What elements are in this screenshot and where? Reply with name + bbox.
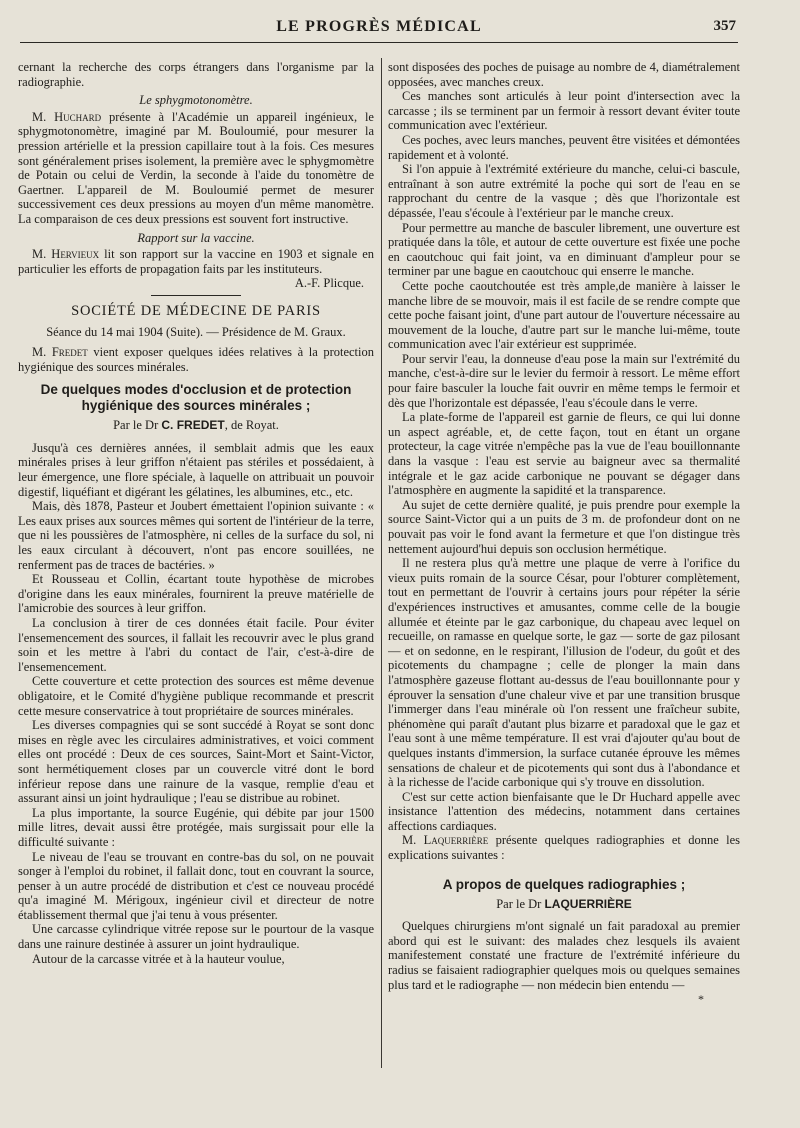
society-title: SOCIÉTÉ DE MÉDECINE DE PARIS	[71, 302, 321, 319]
signature: A.-F. Plicque.	[294, 276, 364, 291]
journal-title: LE PROGRÈS MÉDICAL	[276, 18, 482, 35]
body-paragraph: Pour permettre au manche de basculer librement, une ouverture est pratiquée dans la tôle, et autour de cette ouverture est fixée une poche en caoutchouc qui fait joint, va en diminuant d'ampleur pour se terminer par une bague en caoutchouc qui enserre le manche.	[388, 220, 740, 279]
article2-title: A propos de quelques radiographies ;	[442, 876, 686, 892]
sphygmo-author: M. Huchard	[32, 109, 102, 124]
byline2-name: LAQUERRIÈRE	[544, 896, 632, 911]
body-paragraph: Pour servir l'eau, la donneuse d'eau pose la main sur l'extrémité du manche, c'est-à-dire sur le levier du fermoir à ressort. Le même effort pour faire basculer la louche fait ouvrir en même temps le fermoir et dès que l'horizontale est dépassée, l'eau s'écoule dans le verre.	[388, 351, 740, 410]
page-header	[20, 16, 738, 43]
intro-paragraph: cernant la recherche des corps étrangers dans l'organisme par la radiographie.	[18, 60, 374, 89]
fredet-intro-text: vient exposer quelques idées relatives à la protection hygiénique des sources minérales.	[18, 345, 374, 374]
body-paragraph: La plate-forme de l'appareil est garnie de fleurs, ce qui lui donne un aspect agréable, et, de cette façon, tout en étant un organe protecteur, la cage vitrée n'empêche pas la vue de l'eau bouillonnante dans la vasque : l'eau est servie au baigneur avec sa thermalité intégrale et le gaz acide carbonique ne pouvant se dégager dans l'atmosphère en augmente la sapidité et la transparence.	[388, 410, 740, 498]
spacer	[388, 863, 740, 869]
body-paragraph: Mais, dès 1878, Pasteur et Joubert émettaient l'opinion suivante : « Les eaux prises aux sources mêmes qui sortent de l'intérieur de la terre, que ni les poussières de l'atmosphère, ni celles de la surface du sol, ni les eaux circulant à découvert, n'ont pas encore souillées, ne renferment pas de traces de bactéries. »	[18, 499, 374, 572]
body-paragraph: Autour de la carcasse vitrée et à la hauteur voulue,	[32, 951, 285, 966]
footer-mark: *	[698, 992, 704, 1007]
fredet-author: M. Fredet	[32, 345, 88, 360]
body-paragraph: Jusqu'à ces dernières années, il semblait admis que les eaux minérales prises à leur griffon n'étaient pas stériles et possédaient, à leur émergence, une flore spéciale, à laquelle on attribuait un pouvoir digestif, liquéfiant et digérant les gélatines, les albumines, etc., etc.	[18, 440, 374, 499]
body-paragraph: sont disposées des poches de puisage au nombre de 4, diamétralement opposées, avec manches creux.	[388, 60, 740, 89]
section-rule	[151, 295, 241, 296]
article2-byline	[388, 897, 740, 912]
body-paragraph: Une carcasse cylindrique vitrée repose sur le pourtour de la vasque dans une rainure destinée à assurer un joint hydraulique.	[18, 922, 374, 952]
body-paragraph: Il ne restera plus qu'à mettre une plaque de verre à l'orifice du vieux puits romain de la source César, pour l'obturer complètement, tout en permettant de l'ouvrir à certains jours pour répéter la série d'expériences instructives et amusantes, comme celle de la bougie allumée et éteinte par le gaz carbonique, du chapeau avec lequel on recueille, on ramasse en quelque sorte, le gaz — sorte de gaz pilosant — et on sedonne, en le respirant, l'illusion de l'odeur, du goût et des picotements du champagne ; celle de plonger la main dans l'atmosphère gazeuse flottant au-dessus de l'eau bouillonnante pour y éprouver la sensation d'une chaleur vive et par une transition brusque l'immerger dans l'eau minérale où l'on ressent une fraîcheur subite, phénomène qui paraît d'autant plus bizarre et paradoxal que le gaz et l'eau sont à une même température. Il est vrai d'ajouter qu'au bout de quelques instants d'immersion, la surface cutanée éprouve les mêmes sensations de chaleur et de picotements qui sont dus à l'abondance et à la richesse de l'acide carbonique qui s'y trouve en dissolution.	[388, 556, 740, 790]
body-paragraph: Le niveau de l'eau se trouvant en contre-bas du sol, on ne pouvait songer à l'emploi du robinet, il fallait donc, tout en couvrant la source, penser à un autre procédé de distribution et c'est ce nouveau procédé qu'a imaginé M. Mérigoux, ingénieur civil et directeur de notre établissement thermal que j'ai tenu à vous présenter.	[18, 849, 374, 922]
laquerriere-author: M. Laquerrière	[402, 833, 489, 848]
laquerriere-text: présente quelques radiographies et donne les explications suivantes :	[388, 833, 740, 863]
byline-prefix: Par le Dr	[113, 418, 159, 433]
vaccine-text: lit son rapport sur la vaccine en 1903 et signale en particulier les efforts de propagation faits par les instituteurs.	[18, 247, 374, 276]
right-column	[388, 60, 740, 1110]
column-divider	[381, 58, 382, 1068]
session-line: Séance du 14 mai 1904 (Suite). — Présidence de M. Graux.	[46, 324, 346, 339]
body-paragraph: Ces manches sont articulés à leur point d'intersection avec la carcasse ; ils se terminent par un fermoir à ressort devant éviter toute communication avec l'extérieur.	[388, 89, 740, 133]
page-number: 357	[713, 18, 736, 34]
byline-name: C. FREDET	[161, 418, 225, 433]
sphygmo-text: présente à l'Académie un appareil ingénieux, le sphygmotonomètre, imaginé par M. Bouloumié, pour mesurer la pression artérielle et la pression capillaire tout à la fois. Ces mesures sont généralement prises isolement, la première avec le sphygmomètre de Potain ou celui de Verdin, la seconde à l'aide du tonomètre de Gaertner. L'appareil de M. Bouloumié permet de mesurer successivement ces deux pressions au moyen d'un même manomètre. La comparaison de ces deux pressions est souvent fort instructive.	[18, 109, 374, 226]
laquerriere-intro	[388, 833, 740, 862]
left-column	[18, 60, 374, 1110]
vaccine-author: M. Hervieux	[32, 247, 100, 262]
article2-paragraph: Quelques chirurgiens m'ont signalé un fait paradoxal au premier abord qui est le suivant: des malades chez lesquels ils avaient manifestement constaté une fracture de l'extrémité inférieure du radius se faisaient radiographier quelques mois ou quelques semaines plus tard et le radiographe — non médecin bien entendu —	[388, 919, 740, 992]
body-paragraph: Cette poche caoutchoutée est très ample,de manière à laisser le manche libre de se mouvoir, mais il est facile de se rendre compte que cette poche faisant joint, d'une part autour de l'ouverture nécessaire au mouvement de la louche, d'autre part sur le manche lui-même, toute communication avec l'air extérieur est supprimée.	[388, 278, 740, 352]
body-paragraph: La plus importante, la source Eugénie, qui débite par jour 1500 mille litres, devait aussi être protégée, mais surgissait pour elle la difficulté suivante :	[18, 805, 374, 849]
body-paragraph: Cette couverture et cette protection des sources est même devenue obligatoire, et le Comité d'hygiène publique recommande et prescrit cette mesure conservatrice à tout propriétaire de sources minérales.	[18, 674, 374, 718]
article-title: De quelques modes d'occlusion et de protection hygiénique des sources minérales ;	[40, 382, 352, 414]
vaccine-paragraph	[18, 247, 374, 276]
body-paragraph: Si l'on appuie à l'extrémité extérieure du manche, celui-ci bascule, entraînant à son autre extrémité la poche qui sort de l'eau en se rapprochant du centre de la vasque ; dès que l'horizontale est dépassée, l'eau s'écoule à l'extérieur par le manche creux.	[388, 162, 740, 220]
byline2-prefix: Par le Dr	[496, 896, 542, 911]
body-paragraph: Au sujet de cette dernière qualité, je puis prendre pour exemple la source Saint-Victor qui a un puits de 3 m. de profondeur dont on ne pouvait pas voir le fond avant la fermeture et que l'on distingue très nettement aujourd'hui depuis son occlusion hermétique.	[388, 497, 740, 556]
body-paragraph: C'est sur cette action bienfaisante que le Dr Huchard appelle avec insistance l'attention des médecins, notamment dans certaines affections cardiaques.	[388, 789, 740, 833]
body-paragraph: La conclusion à tirer de ces données était facile. Pour éviter l'ensemencement des sources, il fallait les recouvrir avec le plus grand soin et les mettre à l'abri du contact de l'air, c'est-à-dire de l'ensemencement.	[18, 616, 374, 674]
sphygmo-subheading: Le sphygmotonomètre.	[139, 93, 253, 108]
vaccine-subheading: Rapport sur la vaccine.	[137, 230, 255, 245]
body-paragraph: Les diverses compagnies qui se sont succédé à Royat se sont donc mises en règle avec les circulaires administratives, et voici comment elles ont procédé : Deux de ces sources, Saint-Mort et Saint-Victor, sont hermétiquement closes par un couvercle vitré dont le bord inférieur repose dans une rainure de la vasque, remplie d'eau et assurant ainsi un joint hydraulique ; l'eau se distribue au robinet.	[18, 718, 374, 806]
sphygmo-paragraph	[18, 110, 374, 227]
body-paragraph: Ces poches, avec leurs manches, peuvent être visitées et démontées rapidement et à volonté.	[388, 132, 740, 162]
article-byline	[18, 418, 374, 433]
fredet-intro	[18, 345, 374, 374]
byline-suffix: , de Royat.	[224, 418, 279, 433]
body-paragraph: Et Rousseau et Collin, écartant toute hypothèse de microbes d'origine dans les eaux minérales, fournirent la preuve matérielle de l'amicrobie des sources à leur griffon.	[18, 572, 374, 616]
